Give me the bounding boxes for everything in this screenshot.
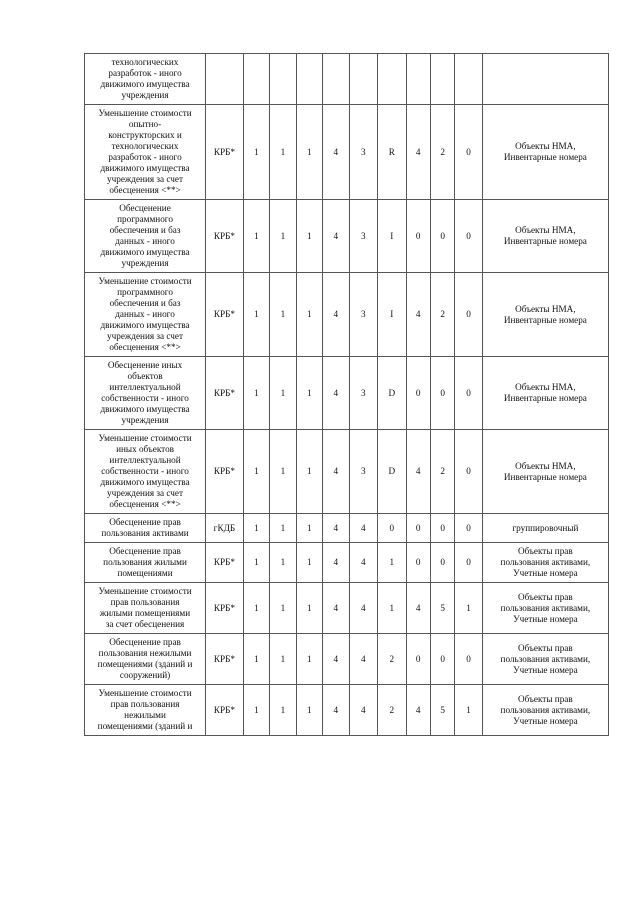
analytics-note-cell — [482, 514, 608, 543]
account-name-line: разработок - иного — [108, 68, 182, 78]
account-digit-cell: 4 — [323, 514, 349, 543]
analytics-note-line: Учетные номера — [513, 664, 578, 675]
account-digit-cell: 4 — [406, 430, 430, 514]
account-name-line: конструкторских и — [108, 130, 182, 140]
account-digit-cell — [270, 54, 296, 105]
account-name-line: движимого имущества — [100, 404, 190, 414]
analytics-note-line: Объекты НМА, — [515, 460, 576, 471]
table-row — [85, 105, 609, 200]
kfo-cell: КРБ* — [206, 273, 244, 357]
account-digit-cell: 3 — [349, 430, 377, 514]
account-digit-cell: I — [378, 200, 406, 273]
account-digit-cell: 4 — [349, 634, 377, 685]
account-digit-cell: 4 — [323, 357, 349, 430]
account-name-line: технологических — [111, 141, 179, 151]
account-name-line: движимого имущества — [100, 163, 190, 173]
account-digit-cell: D — [378, 430, 406, 514]
account-name-cell — [85, 583, 206, 634]
account-digit-cell — [349, 54, 377, 105]
account-digit-cell: 1 — [243, 543, 269, 583]
account-name-line: за счет обесценения — [105, 619, 185, 629]
analytics-note-line: Инвентарные номера — [503, 471, 587, 482]
account-name-line: Уменьшение стоимости — [98, 688, 192, 698]
account-digit-cell: R — [378, 105, 406, 200]
account-digit-cell: I — [378, 273, 406, 357]
account-digit-cell: 2 — [430, 273, 454, 357]
account-digit-cell: 0 — [406, 634, 430, 685]
account-name-line: обесценения <**> — [109, 185, 181, 195]
analytics-note-line: Объекты прав — [518, 546, 573, 556]
table-row — [85, 634, 609, 685]
account-digit-cell — [455, 54, 482, 105]
account-digit-cell: 1 — [296, 200, 322, 273]
analytics-note-cell — [482, 583, 608, 634]
account-digit-cell: 1 — [243, 685, 269, 736]
account-digit-cell: 1 — [270, 105, 296, 200]
kfo-cell: КРБ* — [206, 200, 244, 273]
analytics-note-cell — [482, 357, 608, 430]
account-name-line: Обесценение иных — [107, 360, 183, 370]
account-name-cell — [85, 543, 206, 583]
account-digit-cell: 4 — [323, 273, 349, 357]
account-digit-cell: 1 — [296, 634, 322, 685]
account-digit-cell: D — [378, 357, 406, 430]
account-digit-cell — [323, 54, 349, 105]
analytics-note-cell — [482, 430, 608, 514]
analytics-note-cell — [482, 634, 608, 685]
account-digit-cell: 0 — [406, 543, 430, 583]
account-name-line: Обесценение прав — [109, 637, 181, 647]
analytics-note-line: Инвентарные номера — [503, 152, 587, 162]
account-digit-cell: 1 — [455, 583, 482, 634]
account-digit-cell: 2 — [378, 634, 406, 685]
account-name-line: программного — [117, 214, 173, 224]
account-digit-cell: 4 — [349, 583, 377, 634]
account-digit-cell: 1 — [378, 543, 406, 583]
account-digit-cell: 3 — [349, 273, 377, 357]
account-name-cell — [85, 430, 206, 514]
analytics-note-line: группировочный — [512, 522, 579, 533]
account-digit-cell: 0 — [455, 634, 482, 685]
account-digit-cell: 1 — [270, 543, 296, 583]
analytics-note-cell — [482, 105, 608, 200]
account-digit-cell: 4 — [323, 543, 349, 583]
analytics-note-line: Объекты прав — [518, 642, 573, 653]
account-digit-cell: 4 — [349, 514, 377, 543]
account-name-line: прав пользования — [110, 699, 180, 709]
account-digit-cell: 1 — [270, 200, 296, 273]
account-digit-cell: 4 — [406, 105, 430, 200]
account-digit-cell: 1 — [243, 514, 269, 543]
account-digit-cell: 1 — [243, 200, 269, 273]
table-row — [85, 583, 609, 634]
account-name-line: Уменьшение стоимости — [98, 276, 192, 286]
account-name-line: учреждения за счет — [107, 488, 184, 498]
analytics-note-line: пользования активами, — [500, 602, 591, 613]
table-row — [85, 430, 609, 514]
account-digit-cell: 0 — [378, 514, 406, 543]
table-row — [85, 273, 609, 357]
analytics-note-cell — [482, 685, 608, 736]
account-digit-cell: 2 — [430, 430, 454, 514]
kfo-cell: КРБ* — [206, 105, 244, 200]
account-digit-cell: 1 — [270, 357, 296, 430]
account-digit-cell: 1 — [270, 514, 296, 543]
accounts-table — [84, 53, 609, 736]
account-digit-cell: 0 — [430, 634, 454, 685]
account-digit-cell: 0 — [430, 200, 454, 273]
account-name-line: пользования активами — [101, 528, 189, 538]
kfo-cell: КРБ* — [206, 685, 244, 736]
account-digit-cell: 3 — [349, 105, 377, 200]
account-name-line: учреждения — [121, 258, 169, 268]
account-name-line: сооружений) — [119, 670, 171, 680]
table-row — [85, 543, 609, 583]
analytics-note-line: Учетные номера — [513, 715, 578, 726]
account-digit-cell: 1 — [270, 634, 296, 685]
account-name-line: интеллектуальной — [109, 455, 181, 465]
account-digit-cell: 1 — [296, 685, 322, 736]
analytics-note-line: Объекты прав — [518, 591, 573, 602]
account-name-line: обесценения <**> — [109, 499, 181, 509]
analytics-note-line: Учетные номера — [513, 613, 578, 624]
account-digit-cell: 0 — [406, 357, 430, 430]
table-row — [85, 357, 609, 430]
account-digit-cell: 1 — [455, 685, 482, 736]
account-name-cell — [85, 105, 206, 200]
account-name-line: программного — [117, 287, 173, 297]
account-name-line: движимого имущества — [100, 247, 190, 257]
account-name-cell — [85, 514, 206, 543]
account-digit-cell — [296, 54, 322, 105]
kfo-cell — [206, 54, 244, 105]
kfo-cell: КРБ* — [206, 634, 244, 685]
account-digit-cell: 4 — [323, 634, 349, 685]
kfo-cell: гКДБ — [206, 514, 244, 543]
account-digit-cell: 0 — [455, 105, 482, 200]
account-digit-cell: 0 — [455, 543, 482, 583]
account-digit-cell: 4 — [349, 543, 377, 583]
account-digit-cell: 0 — [430, 357, 454, 430]
account-name-line: обеспечения и баз — [109, 298, 181, 308]
account-digit-cell — [406, 54, 430, 105]
account-digit-cell: 1 — [296, 583, 322, 634]
account-name-line: учреждения за счет — [107, 331, 184, 341]
analytics-note-cell — [482, 273, 608, 357]
account-digit-cell: 4 — [323, 583, 349, 634]
account-digit-cell: 0 — [455, 514, 482, 543]
account-digit-cell: 4 — [323, 430, 349, 514]
account-digit-cell: 5 — [430, 583, 454, 634]
kfo-cell: КРБ* — [206, 543, 244, 583]
account-digit-cell: 0 — [455, 357, 482, 430]
account-digit-cell: 2 — [430, 105, 454, 200]
account-digit-cell: 5 — [430, 685, 454, 736]
account-digit-cell: 4 — [323, 200, 349, 273]
account-name-cell — [85, 200, 206, 273]
analytics-note-line: пользования активами, — [500, 557, 591, 567]
account-digit-cell: 1 — [296, 357, 322, 430]
account-name-line: собственности - иного — [101, 393, 189, 403]
account-digit-cell: 1 — [296, 430, 322, 514]
account-name-line: Обесценение — [119, 203, 171, 213]
account-name-line: обесценения <**> — [109, 342, 181, 352]
account-digit-cell: 4 — [323, 105, 349, 200]
account-digit-cell: 1 — [270, 685, 296, 736]
account-name-cell — [85, 54, 206, 105]
account-name-line: разработок - иного — [108, 152, 182, 162]
account-name-cell — [85, 685, 206, 736]
account-digit-cell: 0 — [406, 514, 430, 543]
account-digit-cell: 1 — [243, 430, 269, 514]
account-digit-cell: 1 — [270, 273, 296, 357]
analytics-note-line: пользования активами, — [500, 653, 591, 664]
analytics-note-cell — [482, 543, 608, 583]
table-row — [85, 200, 609, 273]
account-name-line: помещениями — [117, 568, 173, 578]
table-row — [85, 685, 609, 736]
account-name-line: жилыми помещениями — [99, 608, 191, 618]
account-digit-cell: 4 — [406, 273, 430, 357]
account-name-cell — [85, 634, 206, 685]
account-digit-cell: 2 — [378, 685, 406, 736]
account-digit-cell: 1 — [296, 273, 322, 357]
kfo-cell: КРБ* — [206, 430, 244, 514]
analytics-note-line: Учетные номера — [513, 568, 578, 578]
account-name-cell — [85, 357, 206, 430]
account-name-line: Обесценение прав — [109, 517, 181, 527]
account-name-line: данных - иного — [115, 309, 175, 319]
account-name-line: обеспечения и баз — [109, 225, 181, 235]
account-name-line: пользования нежилыми — [98, 648, 192, 658]
account-name-line: опытно- — [128, 119, 162, 129]
kfo-cell: КРБ* — [206, 583, 244, 634]
account-digit-cell: 0 — [406, 200, 430, 273]
account-name-line: иных объектов — [116, 444, 174, 454]
account-digit-cell: 4 — [323, 685, 349, 736]
analytics-note-line: Инвентарные номера — [503, 314, 587, 325]
account-name-line: Уменьшение стоимости — [98, 108, 192, 118]
account-name-cell — [85, 273, 206, 357]
table-row — [85, 54, 609, 105]
analytics-note-line: Инвентарные номера — [503, 393, 587, 403]
account-name-line: помещениями (зданий и — [97, 659, 193, 669]
analytics-note-line: Объекты НМА, — [515, 382, 576, 392]
table-row — [85, 514, 609, 543]
account-digit-cell: 1 — [243, 634, 269, 685]
account-name-line: движимого имущества — [100, 320, 190, 330]
account-digit-cell: 4 — [406, 583, 430, 634]
account-digit-cell: 1 — [243, 105, 269, 200]
analytics-note-line: Объекты НМА, — [515, 303, 576, 314]
account-digit-cell: 1 — [270, 583, 296, 634]
account-name-line: прав пользования — [110, 597, 180, 607]
account-name-line: технологических — [111, 57, 179, 67]
analytics-note-line: пользования активами, — [500, 704, 591, 715]
account-digit-cell: 4 — [349, 685, 377, 736]
account-name-line: учреждения — [121, 90, 169, 100]
account-name-line: нежилыми — [124, 710, 166, 720]
account-name-line: интеллектуальной — [109, 382, 181, 392]
account-digit-cell: 1 — [270, 430, 296, 514]
account-digit-cell: 1 — [378, 583, 406, 634]
analytics-note-line: Объекты прав — [518, 693, 573, 704]
account-digit-cell — [378, 54, 406, 105]
account-name-line: Уменьшение стоимости — [98, 433, 192, 443]
analytics-note-cell — [482, 54, 608, 105]
account-digit-cell: 0 — [430, 514, 454, 543]
kfo-cell: КРБ* — [206, 357, 244, 430]
account-name-line: движимого имущества — [100, 477, 190, 487]
account-digit-cell: 0 — [430, 543, 454, 583]
account-digit-cell: 4 — [406, 685, 430, 736]
account-name-line: пользования жилыми — [103, 557, 187, 567]
account-name-line: движимого имущества — [100, 79, 190, 89]
account-name-line: объектов — [127, 371, 163, 381]
account-digit-cell: 3 — [349, 357, 377, 430]
account-digit-cell: 0 — [455, 273, 482, 357]
account-digit-cell — [430, 54, 454, 105]
account-digit-cell: 1 — [296, 543, 322, 583]
account-digit-cell: 1 — [243, 273, 269, 357]
account-name-line: данных - иного — [115, 236, 175, 246]
analytics-note-line: Объекты НМА, — [515, 141, 576, 151]
account-digit-cell — [243, 54, 269, 105]
account-name-line: помещениями (зданий и — [97, 721, 193, 731]
account-name-line: Уменьшение стоимости — [98, 586, 192, 596]
analytics-note-cell — [482, 200, 608, 273]
account-digit-cell: 0 — [455, 430, 482, 514]
account-name-line: учреждения — [121, 415, 169, 425]
table-body — [85, 54, 609, 736]
analytics-note-line: Инвентарные номера — [503, 236, 587, 246]
account-name-line: собственности - иного — [101, 466, 189, 476]
account-digit-cell: 1 — [296, 514, 322, 543]
account-digit-cell: 3 — [349, 200, 377, 273]
account-name-line: Обесценение прав — [109, 546, 181, 556]
analytics-note-line: Объекты НМА, — [515, 225, 576, 235]
account-name-line: учреждения за счет — [107, 174, 184, 184]
account-digit-cell: 1 — [243, 583, 269, 634]
account-digit-cell: 1 — [243, 357, 269, 430]
account-digit-cell: 0 — [455, 200, 482, 273]
account-digit-cell: 1 — [296, 105, 322, 200]
